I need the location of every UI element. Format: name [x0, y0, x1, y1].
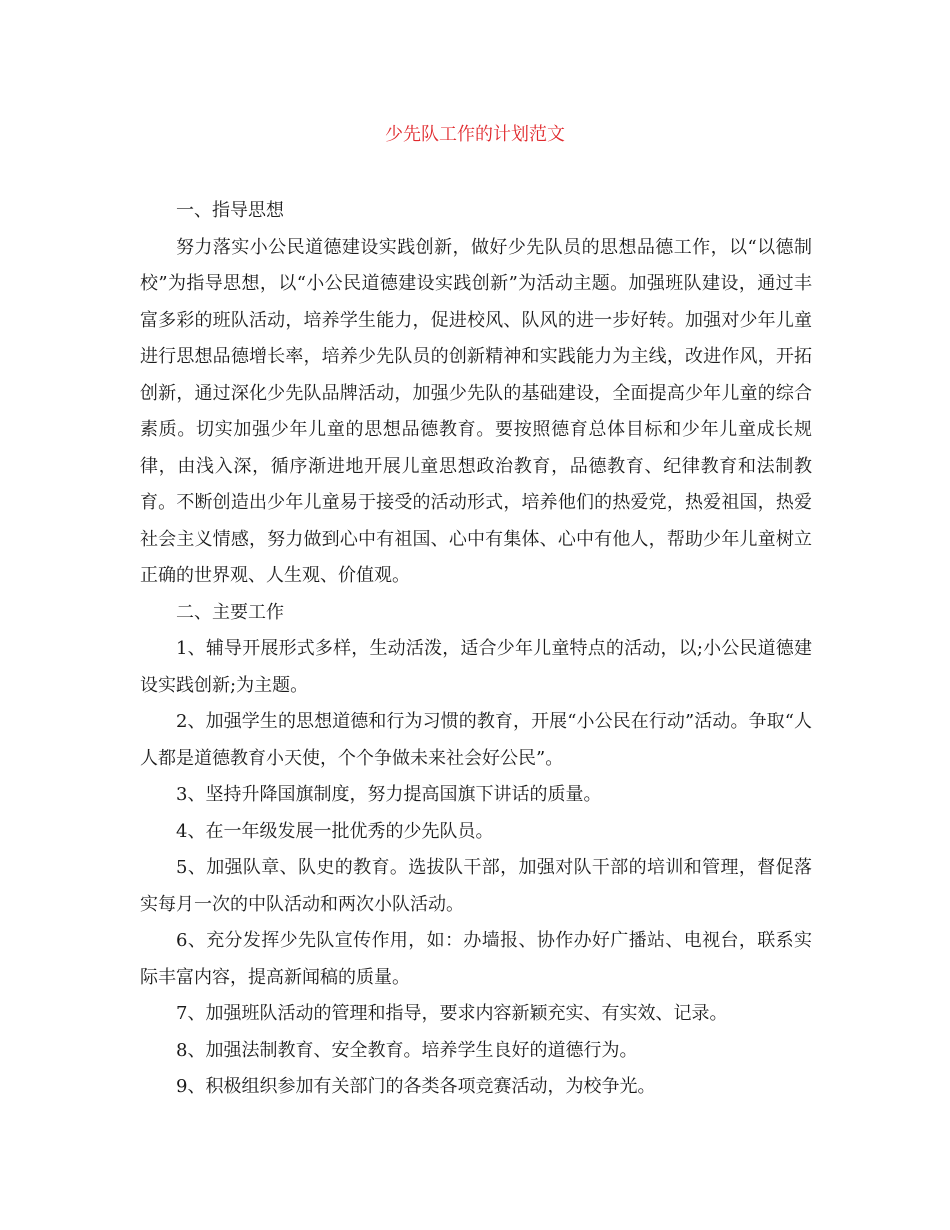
section-heading-guiding-thought: 一、指导思想 — [176, 200, 284, 221]
list-item: 1、辅导开展形式多样，生动活泼，适合少年儿童特点的活动，以;小公民道德建设实践创新;为主题。 — [140, 638, 812, 696]
section-heading-main-work: 二、主要工作 — [176, 601, 284, 623]
list-item: 6、充分发挥少先队宣传作用，如：办墙报、协作办好广播站、电视台，联系实际丰富内容，提高新闻稿的质量。 — [140, 930, 812, 988]
list-item: 9、积极组织参加有关部门的各类各项竞赛活动，为校争光。 — [176, 1076, 656, 1097]
list-item: 3、坚持升降国旗制度，努力提高国旗下讲话的质量。 — [176, 784, 602, 805]
list-item: 5、加强队章、队史的教育。选拔队干部，加强对队干部的培训和管理，督促落实每月一次的中队活动和两次小队活动。 — [140, 857, 812, 915]
list-item: 7、加强班队活动的管理和指导，要求内容新颖充实、有实效、记录。 — [176, 1003, 728, 1024]
list-item: 2、加强学生的思想道德和行为习惯的教育，开展“小公民在行动”活动。争取“人人都是道德教育小天使，个个争做未来社会好公民”。 — [140, 711, 812, 769]
document-body — [140, 193, 812, 1106]
list-item: 8、加强法制教育、安全教育。培养学生良好的道德行为。 — [176, 1039, 638, 1061]
section-paragraph-guiding-thought: 努力落实小公民道德建设实践创新，做好少先队员的思想品德工作，以“以德制校”为指导思想，以“小公民道德建设实践创新”为活动主题。加强班队建设，通过丰富多彩的班队活动，培养学生能力，促进校风、队风的进一步好转。加强对少年儿童进行思想品德增长率，培养少先队员的创新精神和实践能力为主线，改进作风，开拓创新，通过深化少先队品牌活动，加强少先队的基础建设，全面提高少年儿童的综合素质。切实加强少年儿童的思想品德教育。要按照德育总体目标和少年儿童成长规律，由浅入深，循序渐进地开展儿童思想政治教育，品德教育、纪律教育和法制教育。不断创造出少年儿童易于接受的活动形式，培养他们的热爱党，热爱祖国，热爱社会主义情感，努力做到心中有祖国、心中有集体、心中有他人，帮助少年儿童树立正确的世界观、人生观、价值观。 — [140, 236, 812, 586]
document-title: 少先队工作的计划范文 — [385, 124, 565, 145]
list-item: 4、在一年级发展一批优秀的少先队员。 — [176, 820, 494, 842]
